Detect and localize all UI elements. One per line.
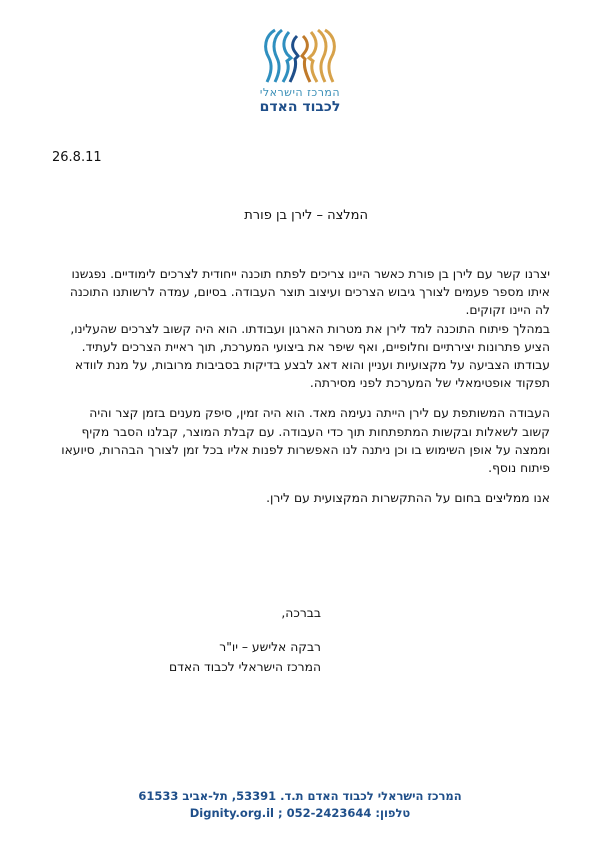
letterhead-footer — [0, 788, 600, 822]
signature-block — [169, 603, 321, 677]
body-line: קשוב לשאלות ובקשות המתפתחות תוך כדי העבודה. עם קבלת המוצר, קבלנו הסבר מקיף — [81, 424, 550, 439]
logo-text-line2: לכבוד האדם — [259, 99, 341, 115]
paragraph-gap — [50, 477, 550, 489]
body-line: העבודה המשותפת עם לירן הייתה נעימה מאד. הוא היה זמין, סיפק מענים בזמן קצר והיה — [89, 406, 550, 421]
letter-subject: המלצה – לירן בן פורת — [244, 208, 368, 223]
letter-body — [50, 265, 550, 507]
signer-organization: המרכז הישראלי לכבוד האדם — [169, 660, 321, 674]
body-line: אנו ממליצים בחום על ההתקשרות המקצועית עם לירן. — [266, 491, 550, 506]
paragraph-gap — [50, 392, 550, 404]
footer-contact: טלפון: 052-2423644 ; Dignity.org.il — [189, 806, 411, 820]
body-line: עבודתו הצביעה על מקצועיות ועניין והוא דאג לבצע בדיקות בסביבות מרובות, על מנת לוודא — [74, 358, 550, 373]
closing: בברכה, — [281, 606, 321, 620]
body-line: יצרנו קשר עם לירן בן פורת כאשר היינו צריכים לפתח תוכנה ייחודית לצרכים לימודיים. נפגשנו — [71, 267, 550, 281]
footer-address: המרכז הישראלי לכבוד האדם ת.ד. 53391, תל-אביב 61533 — [138, 789, 462, 803]
body-line: תפקוד אופטימאלי של המערכת לפני מסירתה. — [309, 376, 550, 391]
logo-text-line1: המרכז הישראלי — [259, 86, 341, 99]
organization-logo — [0, 28, 600, 115]
body-line: פיתוח נוסף. — [488, 461, 550, 476]
body-line: וממצה על אופן השימוש בו וכן ניתנה לנו האפשרות לפנות אליו בכל זמן לצורך הבהרות, סיועאו — [61, 442, 550, 457]
body-line: הציע פתרונות יצירתיים וחלופיים, ואף שיפר את ביצועי המערכת, תוך ראיית הצרכים לעתיד. — [81, 339, 550, 354]
body-line: במהלך פיתוח התוכנה למד לירן את מטרות הארגון ועבודתו. הוא היה קשוב לצרכים שהעלינו, — [70, 321, 550, 336]
body-line: לה היינו זקוקים. — [465, 303, 550, 318]
letter-date: 26.8.11 — [52, 150, 102, 165]
two-faces-logo-icon — [257, 28, 343, 84]
signer-name: רבקה אלישע – יו"ר — [219, 640, 321, 654]
body-line: איתו מספר פעמים לצורך גיבוש הצרכים ועיצוב תוצר העבודה. בסיום, עמדה לרשותנו התוכנה — [69, 285, 550, 300]
